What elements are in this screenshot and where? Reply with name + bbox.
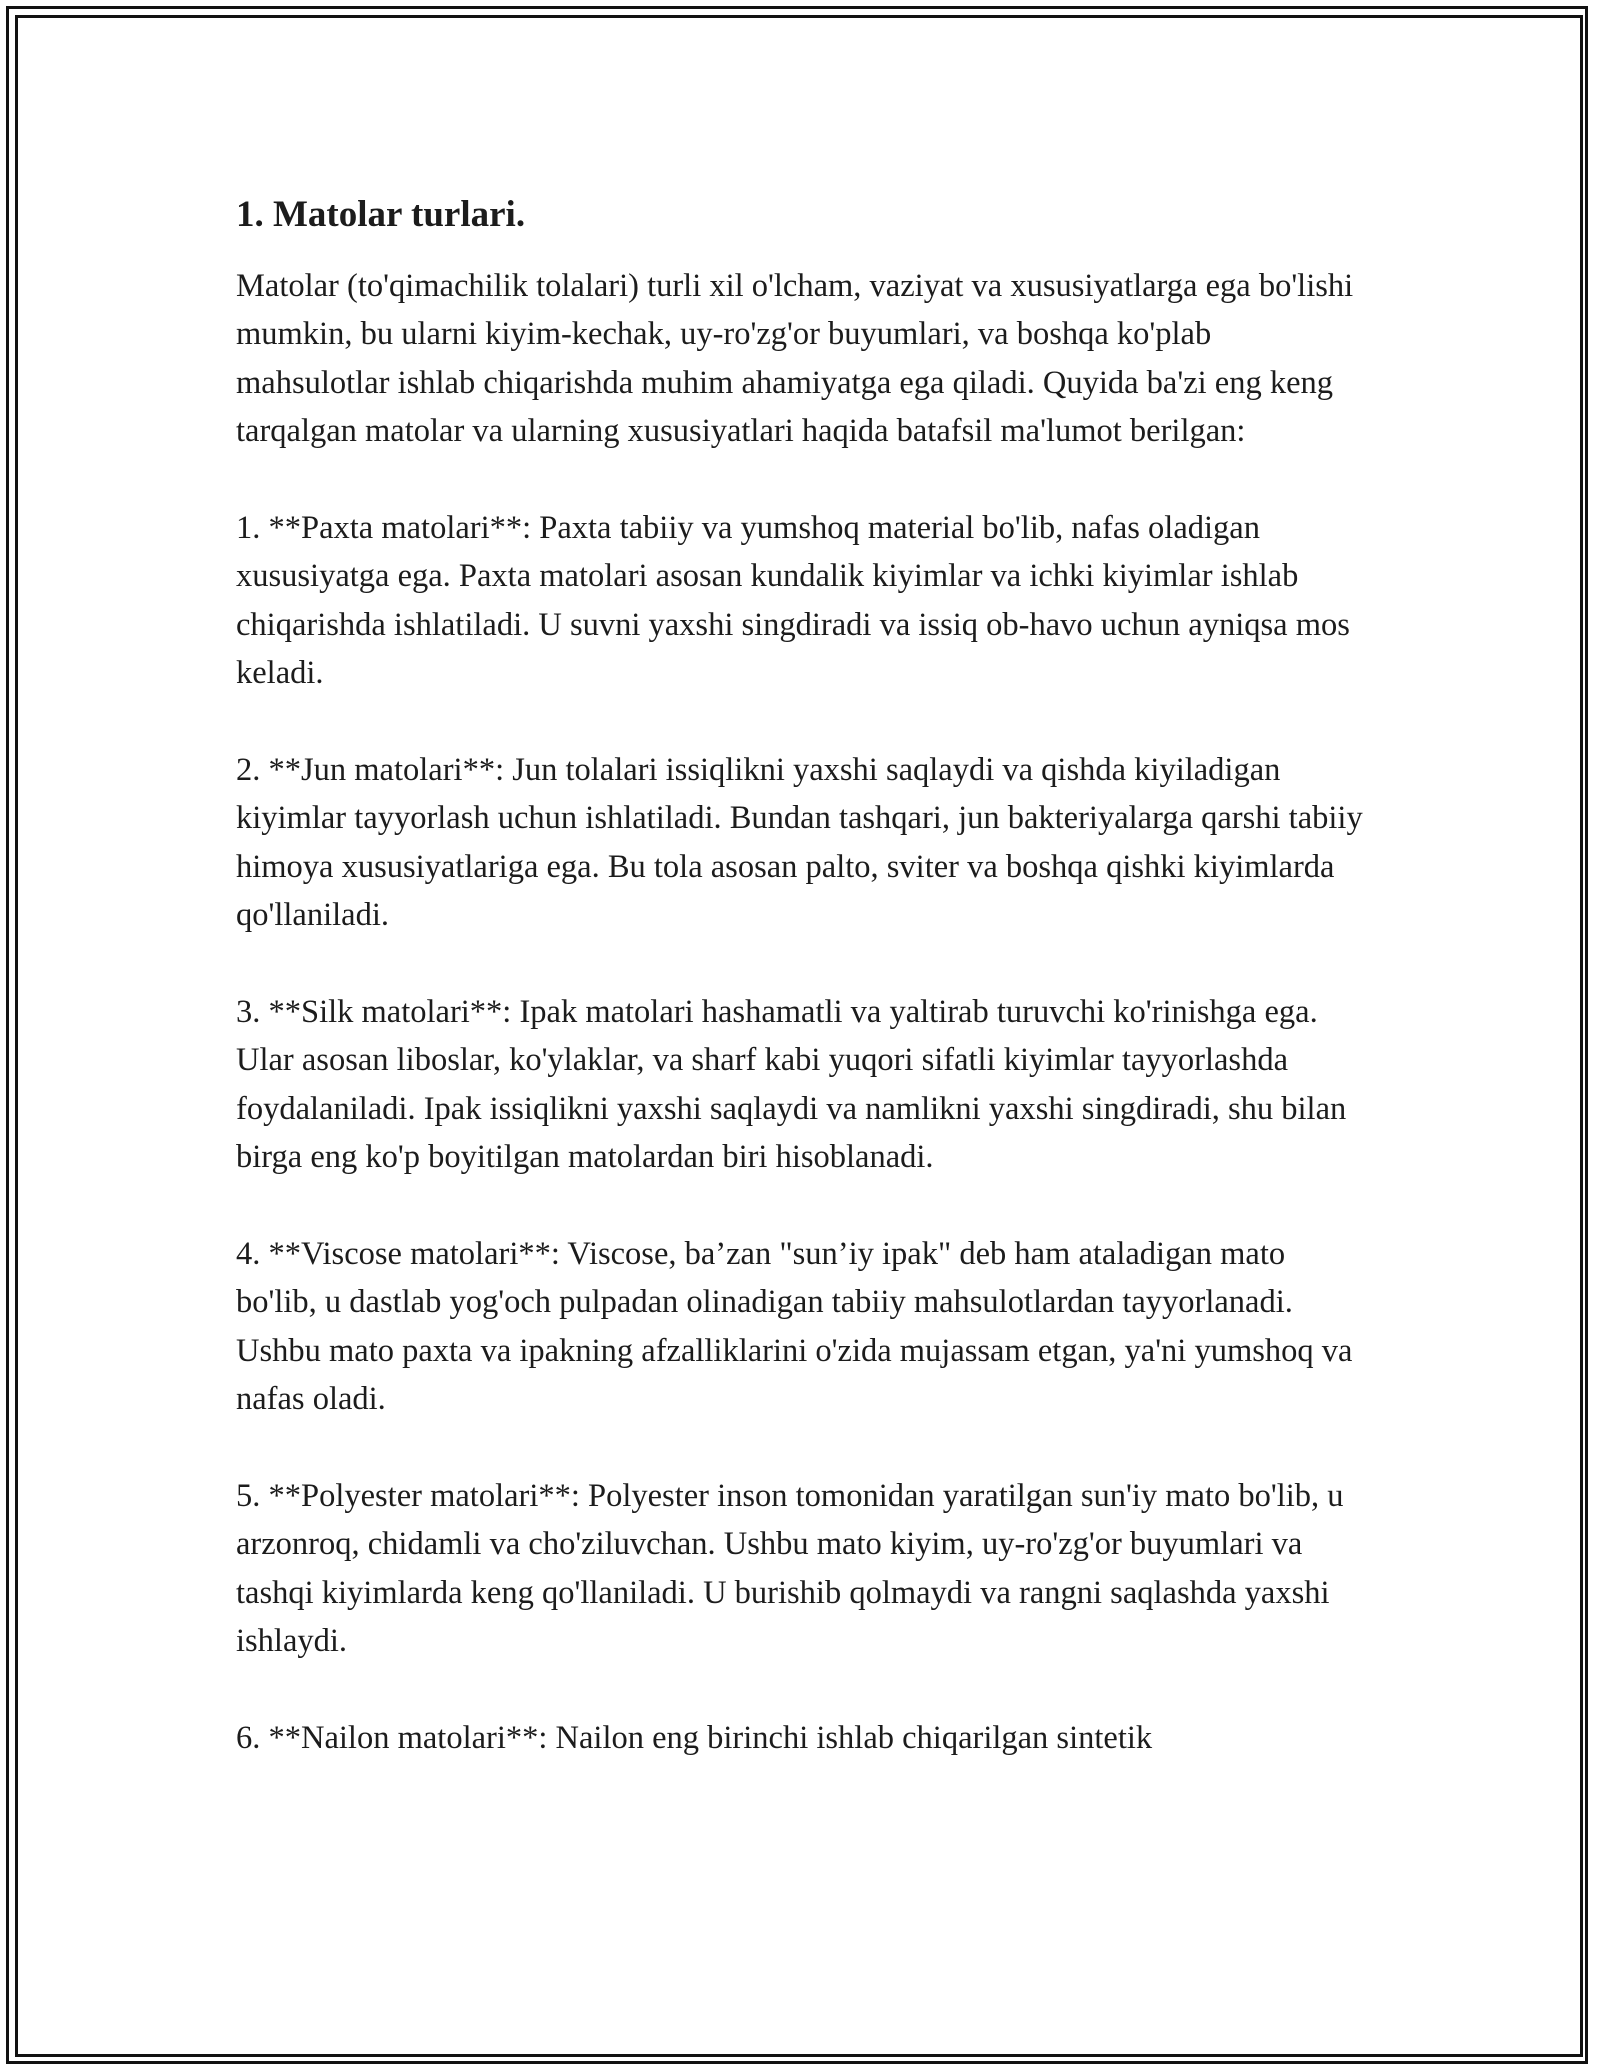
document-body: [236, 190, 1366, 1811]
intro-paragraph: Matolar (to'qimachilik tolalari) turli xil o'lcham, vaziyat va xususiyatlarga ega bo'lishi mumkin, bu ularni kiyim-kechak, uy-ro'zg'or buyumlari, va boshqa ko'plab mahsulotlar ishlab chiqarishda muhim ahamiyatga ega qiladi. Quyida ba'zi eng keng tarqalgan matolar va ularning xususiyatlari haqida batafsil ma'lumot berilgan:: [236, 268, 1354, 450]
paragraph-cotton: 1. **Paxta matolari**: Paxta tabiiy va yumshoq material bo'lib, nafas oladigan xususiyatga ega. Paxta matolari asosan kundalik kiyimlar va ichki kiyimlar ishlab chiqarishda ishlatiladi. U suvni yaxshi singdiradi va issiq ob-havo uchun ayniqsa mos keladi.: [236, 510, 1350, 692]
section-heading: 1. Matolar turlari.: [236, 194, 526, 235]
paragraph-nylon: 6. **Nailon matolari**: Nailon eng birinchi ishlab chiqarilgan sintetik: [236, 1720, 1153, 1757]
paragraph-viscose: 4. **Viscose matolari**: Viscose, ba’zan "sun’iy ipak" deb ham ataladigan mato bo'lib, u dastlab yog'och pulpadan olinadigan tabiiy mahsulotlardan tayyorlanadi. Ushbu mato paxta va ipakning afzalliklarini o'zida mujassam etgan, ya'ni yumshoq va nafas oladi.: [236, 1236, 1353, 1418]
paragraph-wool: 2. **Jun matolari**: Jun tolalari issiqlikni yaxshi saqlaydi va qishda kiyiladigan kiyimlar tayyorlash uchun ishlatiladi. Bundan tashqari, jun bakteriyalarga qarshi tabiiy himoya xususiyatlariga ega. Bu tola asosan palto, sviter va boshqa qishki kiyimlarda qo'llaniladi.: [236, 752, 1363, 934]
paragraph-polyester: 5. **Polyester matolari**: Polyester inson tomonidan yaratilgan sun'iy mato bo'lib, u arzonroq, chidamli va cho'ziluvchan. Ushbu mato kiyim, uy-ro'zg'or buyumlari va tashqi kiyimlarda keng qo'llaniladi. U burishib qolmaydi va rangni saqlashda yaxshi ishlaydi.: [236, 1478, 1344, 1660]
paragraph-silk: 3. **Silk matolari**: Ipak matolari hashamatli va yaltirab turuvchi ko'rinishga ega. Ular asosan liboslar, ko'ylaklar, va sharf kabi yuqori sifatli kiyimlar tayyorlashda foydalaniladi. Ipak issiqlikni yaxshi saqlaydi va namlikni yaxshi singdiradi, shu bilan birga eng ko'p boyitilgan matolardan biri hisoblanadi.: [236, 994, 1347, 1176]
